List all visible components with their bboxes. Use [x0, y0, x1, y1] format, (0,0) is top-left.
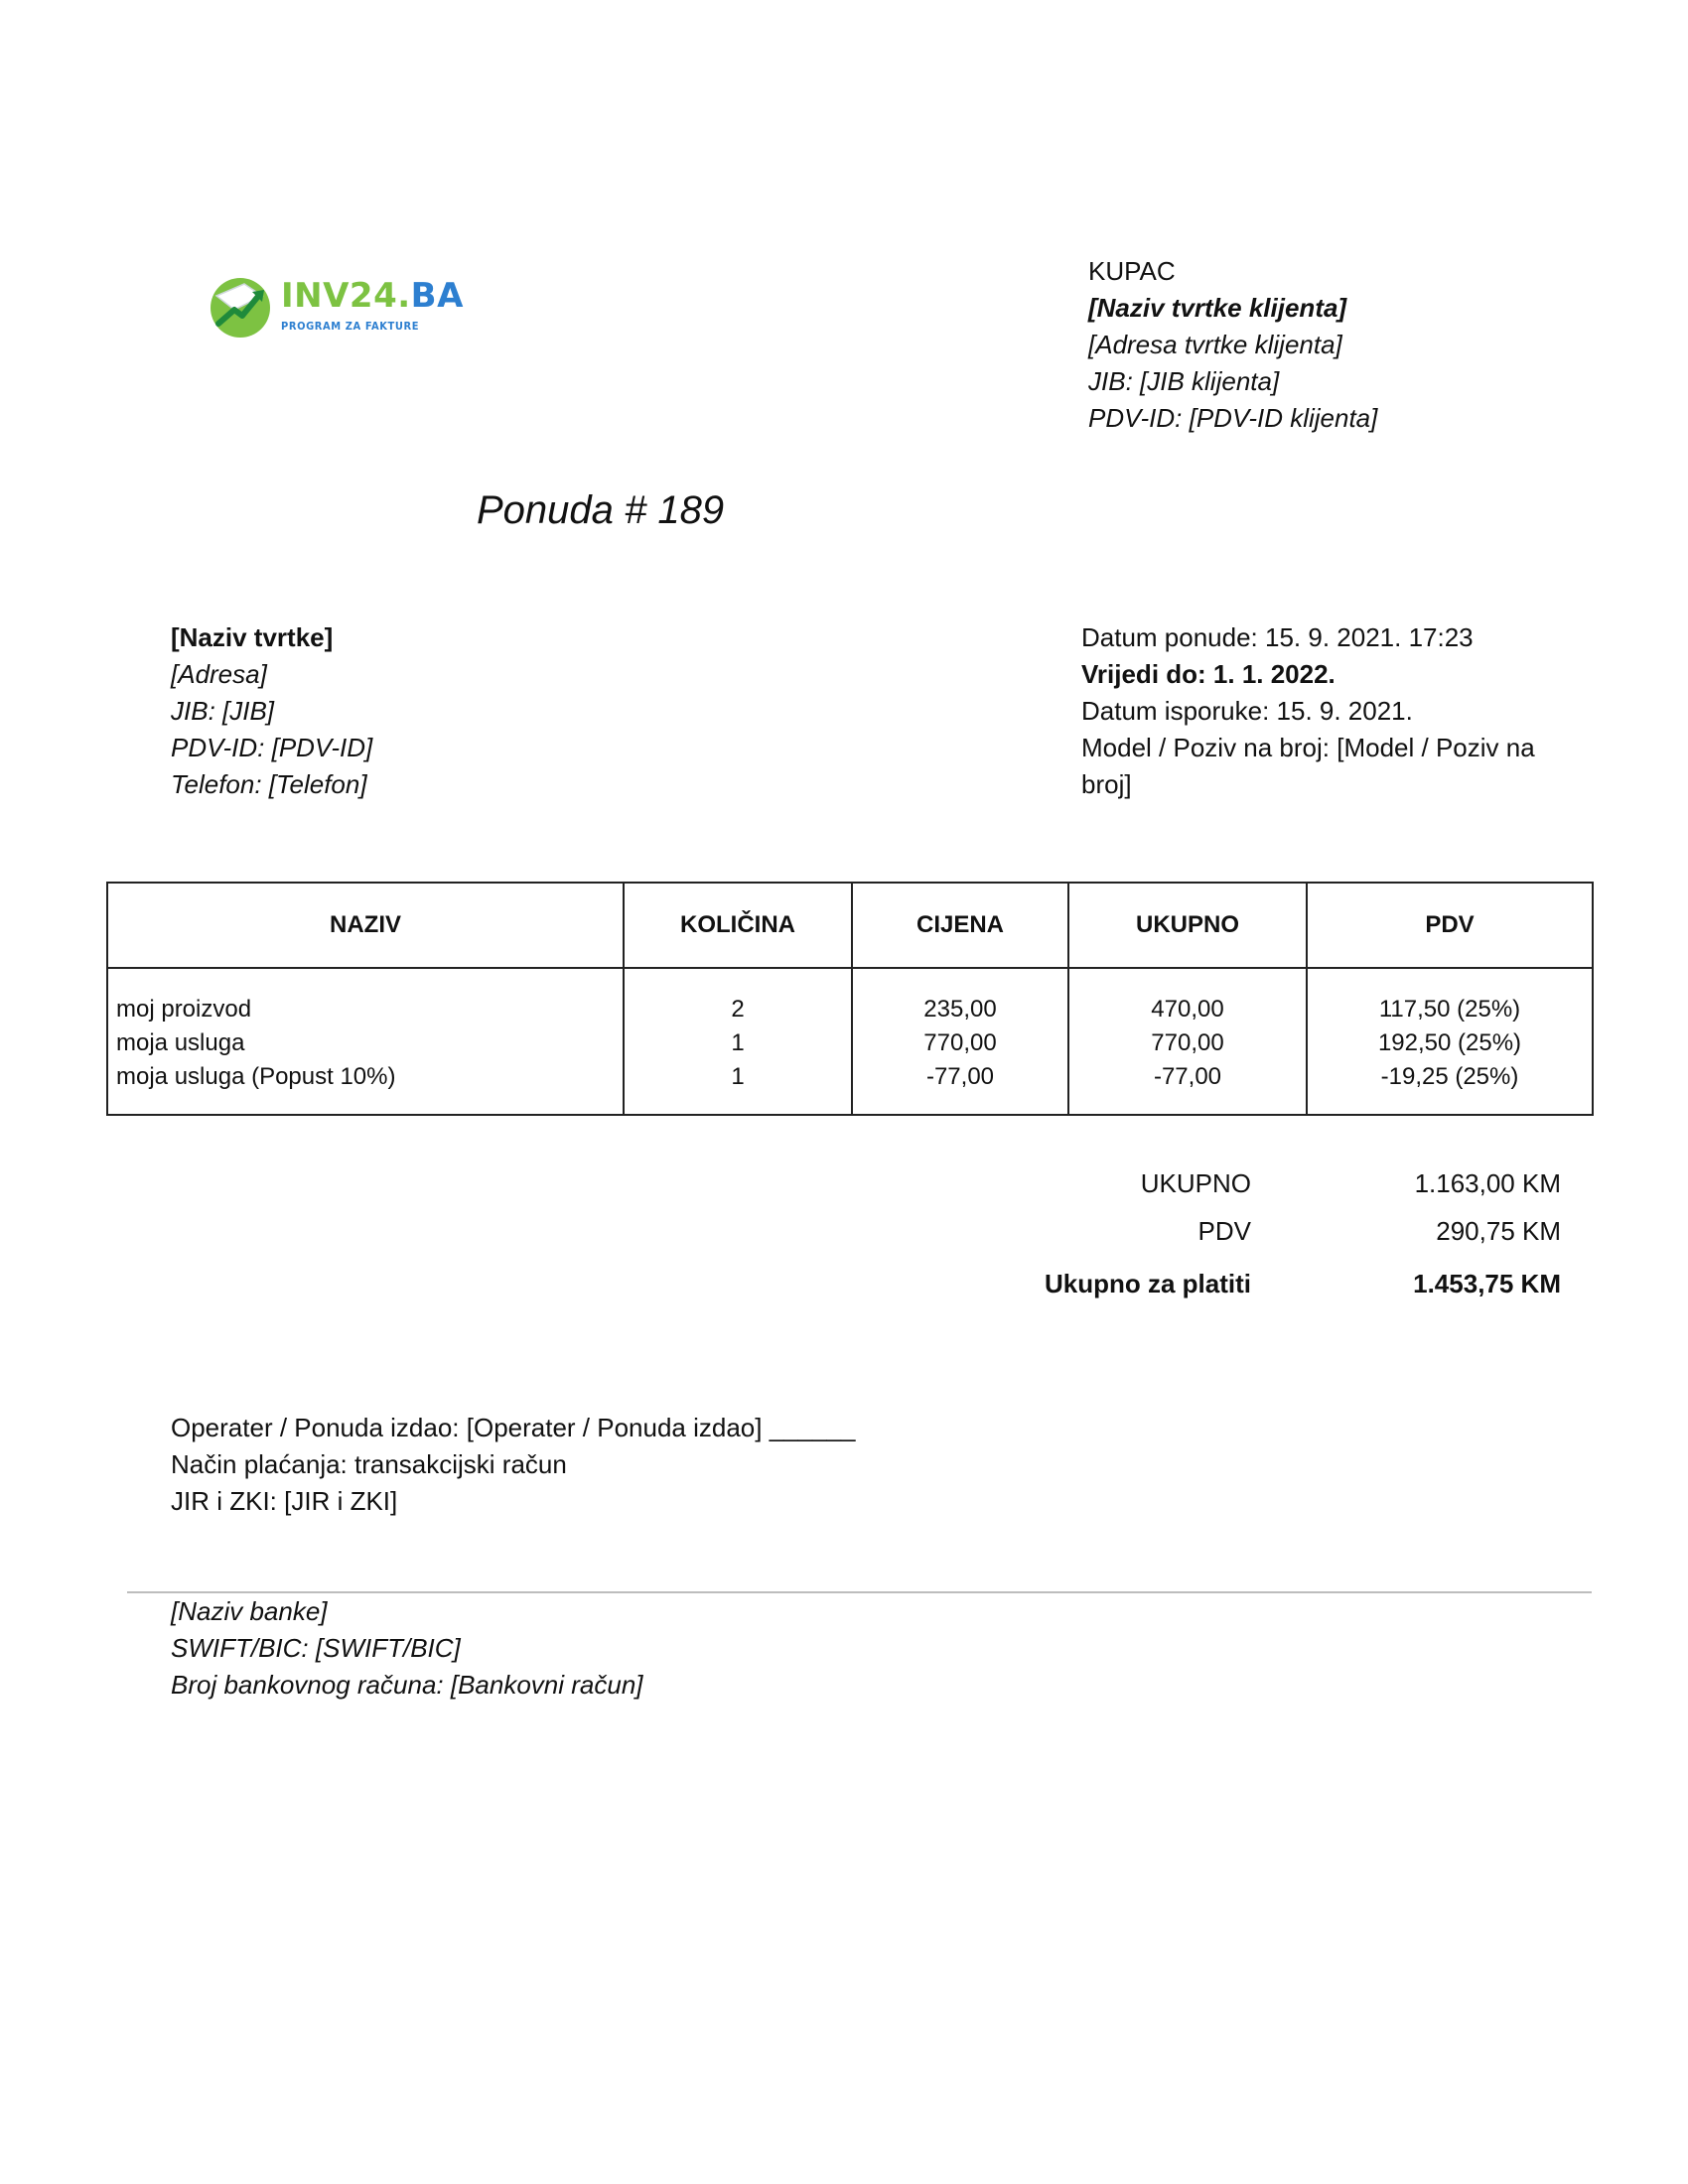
- customer-heading: KUPAC: [1088, 256, 1176, 286]
- bank-swift: SWIFT/BIC: [SWIFT/BIC]: [171, 1633, 461, 1663]
- totals-block: [993, 1160, 1569, 1312]
- bank-account: Broj bankovnog računa: [Bankovni račun]: [171, 1670, 643, 1700]
- vat-label: PDV: [1197, 1216, 1251, 1246]
- customer-pdv-id: PDV-ID: [PDV-ID klijenta]: [1088, 403, 1378, 433]
- offer-date: Datum ponude: 15. 9. 2021. 17:23: [1081, 622, 1474, 652]
- customer-jib: JIB: [JIB klijenta]: [1088, 366, 1280, 396]
- customer-name: [Naziv tvrtke klijenta]: [1088, 293, 1347, 323]
- table-header-row: [107, 883, 1593, 968]
- seller-pdv-id: PDV-ID: [PDV-ID]: [171, 733, 373, 762]
- grand-total-row: [993, 1255, 1569, 1312]
- customer-address: [Adresa tvrtke klijenta]: [1088, 330, 1342, 359]
- cell-price: 235,00: [852, 968, 1068, 1026]
- table-row: [107, 1026, 1593, 1060]
- cell-vat: -19,25 (25%): [1307, 1060, 1593, 1115]
- cell-total: 470,00: [1068, 968, 1307, 1026]
- customer-block: [1088, 253, 1377, 437]
- valid-until: Vrijedi do: 1. 1. 2022.: [1081, 659, 1336, 689]
- footer-info: [171, 1410, 855, 1520]
- cell-price: 770,00: [852, 1026, 1068, 1060]
- cell-vat: 117,50 (25%): [1307, 968, 1593, 1026]
- seller-block: [171, 619, 372, 803]
- cell-vat: 192,50 (25%): [1307, 1026, 1593, 1060]
- vat-row: [993, 1207, 1569, 1255]
- header-name: NAZIV: [107, 883, 624, 968]
- logo-tagline: PROGRAM ZA FAKTURE: [281, 320, 420, 333]
- subtotal-row: [993, 1160, 1569, 1207]
- subtotal-value: 1.163,00 KM: [1414, 1168, 1561, 1198]
- operator-line: Operater / Ponuda izdao: [Operater / Ponuda izdao] ______: [171, 1413, 856, 1442]
- jir-zki: JIR i ZKI: [JIR i ZKI]: [171, 1486, 398, 1516]
- cell-name: moj proizvod: [107, 968, 624, 1026]
- header-vat: PDV: [1307, 883, 1593, 968]
- cell-total: -77,00: [1068, 1060, 1307, 1115]
- cell-qty: 2: [624, 968, 852, 1026]
- items-table: [106, 882, 1594, 1116]
- reference-number: Model / Poziv na broj: [Model / Poziv na broj]: [1081, 733, 1535, 799]
- cell-qty: 1: [624, 1060, 852, 1115]
- document-title: Ponuda # 189: [477, 488, 725, 532]
- vat-value: 290,75 KM: [1436, 1216, 1561, 1246]
- subtotal-label: UKUPNO: [1140, 1168, 1251, 1198]
- seller-phone: Telefon: [Telefon]: [171, 769, 367, 799]
- cell-price: -77,00: [852, 1060, 1068, 1115]
- seller-name: [Naziv tvrtke]: [171, 622, 334, 652]
- payment-method: Način plaćanja: transakcijski račun: [171, 1449, 567, 1479]
- cell-name: moja usluga (Popust 10%): [107, 1060, 624, 1115]
- header-qty: KOLIČINA: [624, 883, 852, 968]
- cell-qty: 1: [624, 1026, 852, 1060]
- logo-name: INV24.BA: [281, 276, 464, 316]
- table-row: [107, 1060, 1593, 1115]
- seller-jib: JIB: [JIB]: [171, 696, 275, 726]
- bank-name: [Naziv banke]: [171, 1596, 328, 1626]
- grand-total-label: Ukupno za platiti: [1045, 1269, 1251, 1298]
- seller-address: [Adresa]: [171, 659, 267, 689]
- delivery-date: Datum isporuke: 15. 9. 2021.: [1081, 696, 1413, 726]
- header-price: CIJENA: [852, 883, 1068, 968]
- cell-name: moja usluga: [107, 1026, 624, 1060]
- table-row: [107, 968, 1593, 1026]
- cell-total: 770,00: [1068, 1026, 1307, 1060]
- bank-block: [171, 1593, 643, 1704]
- grand-total-value: 1.453,75 KM: [1413, 1269, 1561, 1298]
- header-total: UKUPNO: [1068, 883, 1307, 968]
- offer-meta: [1081, 619, 1578, 803]
